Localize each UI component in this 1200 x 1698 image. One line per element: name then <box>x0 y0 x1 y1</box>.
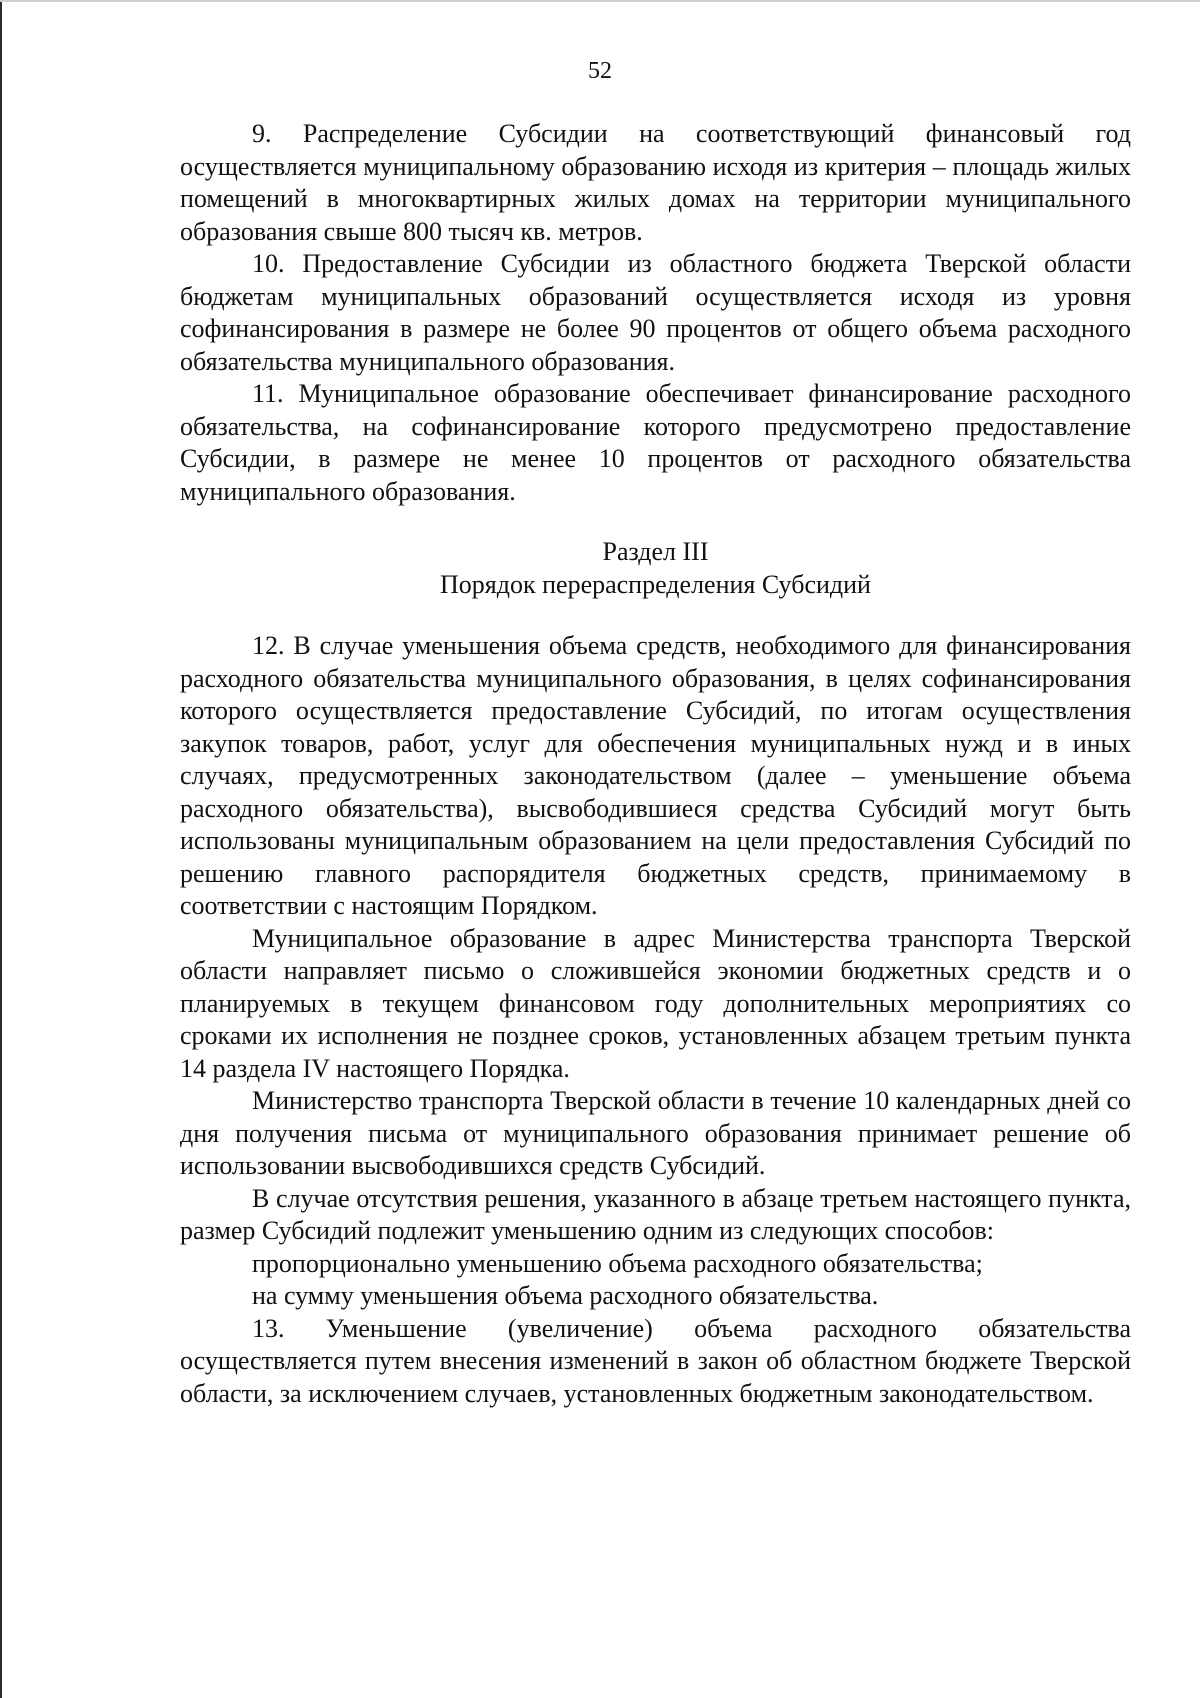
section-title: Порядок перераспределения Субсидий <box>440 569 871 599</box>
paragraph-letter-to-ministry: Муниципальное образование в адрес Министерства транспорта Тверской области направляет письмо о сложившейся экономии бюджетных средств и о планируемых в текущем финансовом году дополнительных мероприятиях со сроками их исполнения не позднее сроков, установленных абзацем третьим пункта 14 раздела IV настоящего Порядка. <box>180 923 1131 1083</box>
paragraph-item-10: 10. Предоставление Субсидии из областного бюджета Тверской области бюджетам муниципальных образований осуществляется исходя из уровня софинансирования в размере не более 90 процентов от общего объема расходного обязательства муниципального образования. <box>180 249 1131 376</box>
paragraph-item-11: 11. Муниципальное образование обеспечивает финансирование расходного обязательства, на софинансирование которого предусмотрено предоставление Субсидии, в размере не менее 10 процентов от расходного обязательства муниципального образования. <box>180 379 1131 506</box>
document-body <box>180 118 1131 1410</box>
paragraph-no-decision: В случае отсутствия решения, указанного в абзаце третьем настоящего пункта, размер Субсидий подлежит уменьшению одним из следующих способов: <box>180 1183 1131 1245</box>
page-number: 52 <box>588 58 612 84</box>
scan-edge-top <box>0 0 1200 2</box>
paragraph-item-12: 12. В случае уменьшения объема средств, необходимого для финансирования расходного обязательства муниципального образования, в целях софинансирования которого осуществляется предоставление Субсидий, по итогам осуществления закупок товаров, работ, услуг для обеспечения муниципальных нужд и в иных случаях, предусмотренных законодательством (далее – уменьшение объема расходного обязательства), высвободившиеся средства Субсидий могут быть использованы муниципальным образованием на цели предоставления Субсидий по решению главного распорядителя бюджетных средств, принимаемому в соответствии с настоящим Порядком. <box>180 631 1131 920</box>
paragraph-item-9: 9. Распределение Субсидии на соответствующий финансовый год осуществляется муниципальному образованию исходя из критерия – площадь жилых помещений в многоквартирных жилых домах на территории муниципального образования свыше 800 тысяч кв. метров. <box>180 119 1131 246</box>
paragraph-method-proportional: пропорционально уменьшению объема расходного обязательства; <box>252 1248 983 1278</box>
paragraph-method-sum: на сумму уменьшения объема расходного обязательства. <box>252 1281 879 1310</box>
section-number: Раздел III <box>602 537 709 566</box>
scan-edge-left <box>0 0 2 1698</box>
paragraph-ministry-decision: Министерство транспорта Тверской области в течение 10 календарных дней со дня получения письма от муниципального образования принимает решение об использовании высвободившихся средств Субсидий. <box>180 1086 1131 1180</box>
paragraph-item-13: 13. Уменьшение (увеличение) объема расходного обязательства осуществляется путем внесения изменений в закон об областном бюджете Тверской области, за исключением случаев, установленных бюджетным законодательством. <box>180 1313 1131 1408</box>
